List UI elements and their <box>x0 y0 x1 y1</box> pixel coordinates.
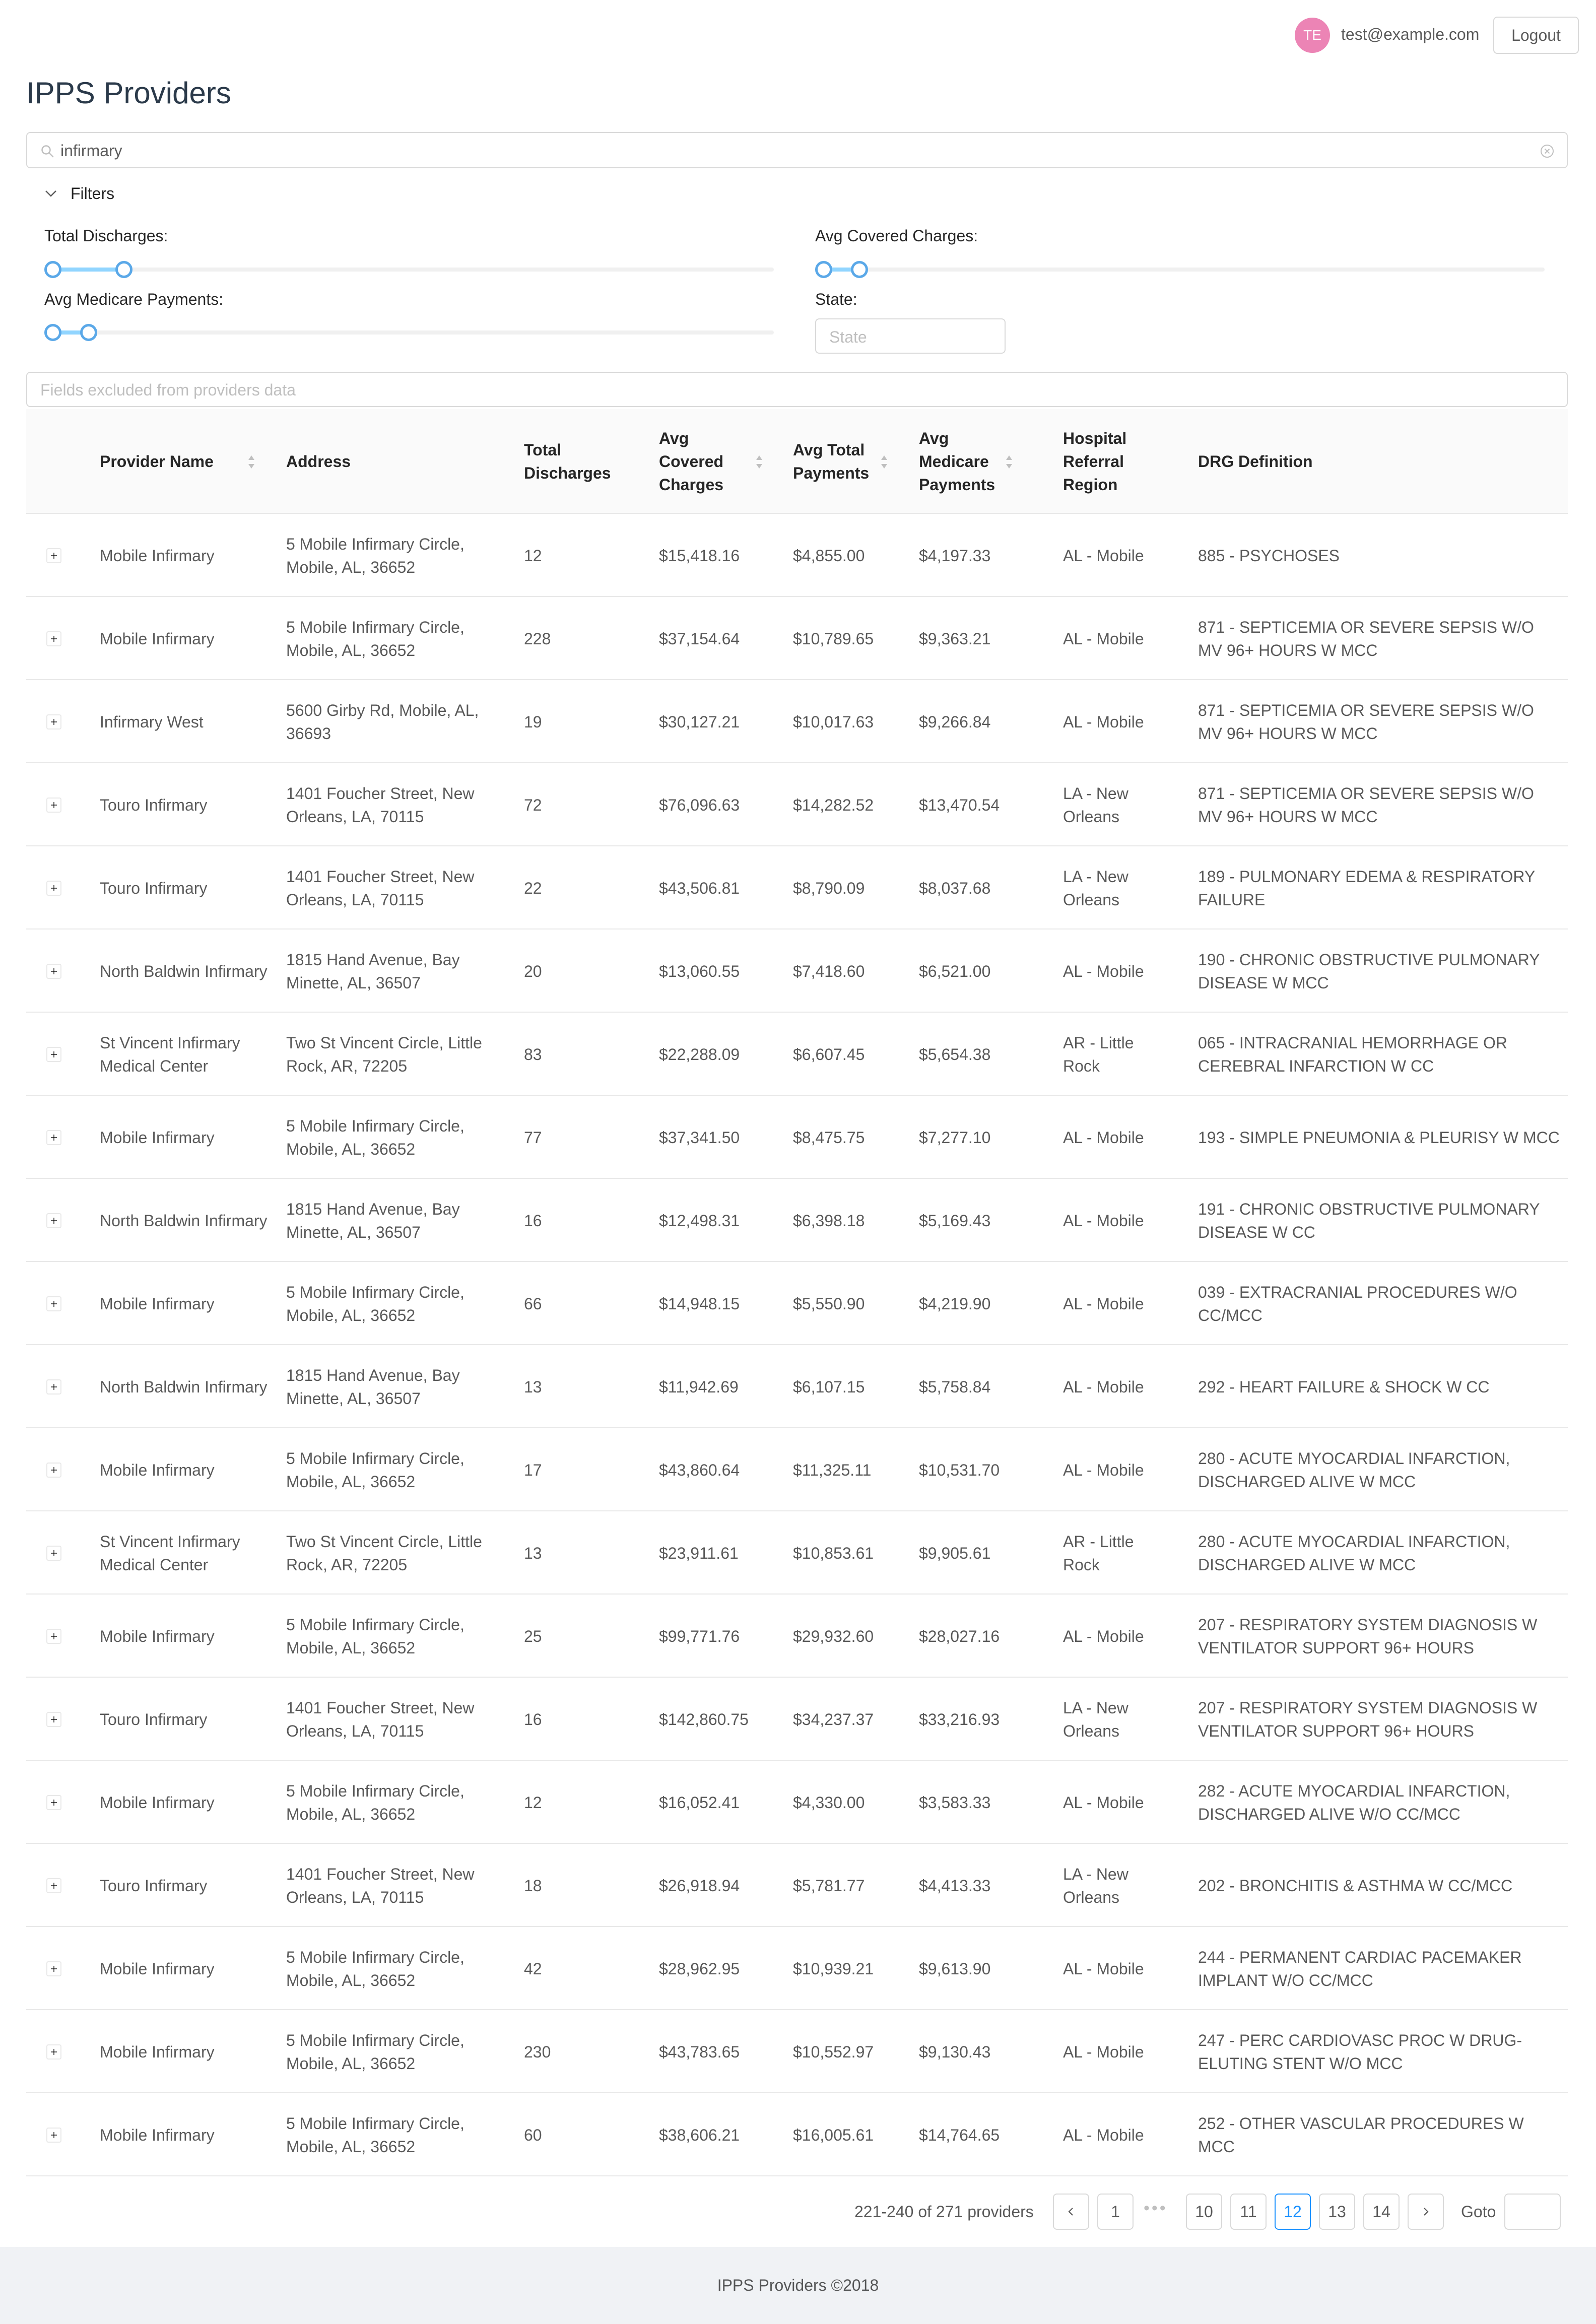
cell-drg-definition: 871 - SEPTICEMIA OR SEVERE SEPSIS W/O MV 96+ HOURS W MCC <box>1198 618 1534 659</box>
table-row <box>26 2093 1568 2176</box>
next-page-button[interactable] <box>1408 2194 1444 2230</box>
slider-track <box>53 268 124 272</box>
cell-address: 1815 Hand Avenue, Bay Minette, AL, 36507 <box>286 1366 460 1408</box>
expand-row-button[interactable] <box>46 2128 61 2143</box>
cell-avg-medicare-payments: $4,197.33 <box>919 546 991 565</box>
cell-drg-definition: 247 - PERC CARDIOVASC PROC W DRUG-ELUTING STENT W/O MCC <box>1198 2031 1522 2073</box>
page-button-1[interactable]: 1 <box>1097 2194 1134 2230</box>
cell-avg-medicare-payments: $6,521.00 <box>919 962 991 980</box>
expand-row-button[interactable] <box>46 1379 61 1395</box>
state-label: State: <box>815 290 857 308</box>
page-button-12[interactable]: 12 <box>1275 2194 1311 2230</box>
cell-drg-definition: 871 - SEPTICEMIA OR SEVERE SEPSIS W/O MV 96+ HOURS W MCC <box>1198 784 1534 826</box>
slider-handle-max[interactable] <box>80 324 97 341</box>
cell-provider-name: Touro Infirmary <box>100 879 208 897</box>
cell-hospital-referral-region: AL - Mobile <box>1063 962 1144 980</box>
cell-avg-total-payments: $5,550.90 <box>793 1294 865 1313</box>
table-body <box>26 514 1568 2176</box>
table-row <box>26 2010 1568 2093</box>
cell-provider-name: Mobile Infirmary <box>100 1627 215 1645</box>
cell-provider-name: Mobile Infirmary <box>100 2126 215 2144</box>
pagination <box>0 2194 1596 2230</box>
table-row <box>26 763 1568 846</box>
cell-total-discharges: 12 <box>524 546 542 565</box>
cell-provider-name: Mobile Infirmary <box>100 1294 215 1313</box>
expand-row-button[interactable] <box>46 1961 61 1976</box>
cell-address: 5 Mobile Infirmary Circle, Mobile, AL, 36652 <box>286 1116 464 1158</box>
cell-address: 5 Mobile Infirmary Circle, Mobile, AL, 36652 <box>286 1283 464 1324</box>
cell-avg-medicare-payments: $8,037.68 <box>919 879 991 897</box>
expand-row-button[interactable] <box>46 964 61 979</box>
expand-row-button[interactable] <box>46 1546 61 1561</box>
cell-hospital-referral-region: AL - Mobile <box>1063 2126 1144 2144</box>
column-title: Avg Covered Charges <box>659 429 724 494</box>
column-title: Avg Total Payments <box>793 441 870 482</box>
pagination-total: 221-240 of 271 providers <box>854 2203 1034 2221</box>
filters-toggle[interactable] <box>43 183 114 204</box>
table-row <box>26 1179 1568 1262</box>
cell-hospital-referral-region: AL - Mobile <box>1063 1377 1144 1396</box>
cell-avg-total-payments: $8,475.75 <box>793 1128 865 1147</box>
cell-avg-covered-charges: $13,060.55 <box>659 962 740 980</box>
cell-address: 1401 Foucher Street, New Orleans, LA, 70115 <box>286 867 475 909</box>
cell-avg-covered-charges: $15,418.16 <box>659 546 740 565</box>
expand-row-button[interactable] <box>46 1213 61 1228</box>
column-title: Avg Medicare Payments <box>919 429 995 494</box>
search-input[interactable] <box>60 138 1521 163</box>
cell-avg-covered-charges: $43,860.64 <box>659 1460 740 1479</box>
cell-avg-medicare-payments: $28,027.16 <box>919 1627 1000 1645</box>
expand-row-button[interactable] <box>46 1130 61 1145</box>
cell-avg-total-payments: $29,932.60 <box>793 1627 874 1645</box>
cell-avg-medicare-payments: $9,130.43 <box>919 2042 991 2061</box>
cell-hospital-referral-region: LA - New Orleans <box>1063 867 1128 909</box>
table-row <box>26 1844 1568 1927</box>
cell-avg-total-payments: $10,017.63 <box>793 712 874 731</box>
cell-hospital-referral-region: AR - Little Rock <box>1063 1532 1134 1574</box>
table-row <box>26 680 1568 763</box>
cell-total-discharges: 17 <box>524 1460 542 1479</box>
avg-covered-charges-slider[interactable] <box>815 260 1545 278</box>
slider-handle-min[interactable] <box>815 261 832 278</box>
table-row <box>26 1013 1568 1096</box>
filters-label: Filters <box>71 184 115 203</box>
slider-handle-max[interactable] <box>115 261 132 278</box>
cell-drg-definition: 202 - BRONCHITIS & ASTHMA W CC/MCC <box>1198 1876 1513 1895</box>
cell-avg-total-payments: $14,282.52 <box>793 795 874 814</box>
avg-medicare-payments-slider[interactable] <box>44 323 774 341</box>
cell-provider-name: Mobile Infirmary <box>100 1460 215 1479</box>
cell-avg-medicare-payments: $3,583.33 <box>919 1793 991 1812</box>
expand-row-button[interactable] <box>46 1463 61 1478</box>
expand-row-button[interactable] <box>46 1047 61 1062</box>
cell-total-discharges: 25 <box>524 1627 542 1645</box>
cell-address: 5 Mobile Infirmary Circle, Mobile, AL, 36652 <box>286 1615 464 1657</box>
cell-drg-definition: 885 - PSYCHOSES <box>1198 546 1340 565</box>
cell-total-discharges: 16 <box>524 1710 542 1729</box>
cell-address: 5 Mobile Infirmary Circle, Mobile, AL, 36652 <box>286 2114 464 2156</box>
cell-avg-medicare-payments: $10,531.70 <box>919 1460 1000 1479</box>
cell-avg-medicare-payments: $5,169.43 <box>919 1211 991 1230</box>
table-row <box>26 846 1568 929</box>
cell-avg-covered-charges: $43,783.65 <box>659 2042 740 2061</box>
page-button-13[interactable]: 13 <box>1319 2194 1355 2230</box>
app-header <box>0 0 1596 71</box>
column-header-drg-definition <box>1198 409 1551 514</box>
column-title: Address <box>286 452 351 471</box>
cell-avg-medicare-payments: $9,363.21 <box>919 629 991 648</box>
prev-page-button[interactable] <box>1053 2194 1089 2230</box>
table-row <box>26 1262 1568 1345</box>
total-discharges-slider[interactable] <box>44 260 774 278</box>
cell-total-discharges: 13 <box>524 1377 542 1396</box>
cell-address: Two St Vincent Circle, Little Rock, AR, 72205 <box>286 1033 482 1075</box>
column-title: Provider Name <box>100 452 214 471</box>
expand-row-button[interactable] <box>46 1712 61 1727</box>
cell-avg-medicare-payments: $14,764.65 <box>919 2126 1000 2144</box>
cell-drg-definition: 207 - RESPIRATORY SYSTEM DIAGNOSIS W VENTILATOR SUPPORT 96+ HOURS <box>1198 1615 1538 1657</box>
cell-address: 1401 Foucher Street, New Orleans, LA, 70115 <box>286 1865 475 1906</box>
cell-avg-covered-charges: $37,154.64 <box>659 629 740 648</box>
cell-hospital-referral-region: AL - Mobile <box>1063 2042 1144 2061</box>
cell-avg-total-payments: $16,005.61 <box>793 2126 874 2144</box>
total-discharges-label: Total Discharges: <box>44 227 168 245</box>
cell-total-discharges: 42 <box>524 1959 542 1978</box>
cell-avg-medicare-payments: $9,266.84 <box>919 712 991 731</box>
avg-medicare-payments-label: Avg Medicare Payments: <box>44 290 224 308</box>
table-row <box>26 929 1568 1013</box>
chevron-down-icon <box>43 186 58 201</box>
cell-hospital-referral-region: AL - Mobile <box>1063 1959 1144 1978</box>
column-title: DRG Definition <box>1198 452 1313 471</box>
cell-provider-name: Mobile Infirmary <box>100 629 215 648</box>
cell-avg-covered-charges: $99,771.76 <box>659 1627 740 1645</box>
cell-avg-covered-charges: $38,606.21 <box>659 2126 740 2144</box>
sort-icon[interactable] <box>880 453 889 471</box>
cell-drg-definition: 282 - ACUTE MYOCARDIAL INFARCTION, DISCHARGED ALIVE W/O CC/MCC <box>1198 1781 1510 1823</box>
cell-address: 5 Mobile Infirmary Circle, Mobile, AL, 36652 <box>286 535 464 576</box>
cell-avg-total-payments: $6,107.15 <box>793 1377 865 1396</box>
sort-icon[interactable] <box>755 453 764 471</box>
cell-provider-name: Infirmary West <box>100 712 204 731</box>
expand-row-button[interactable] <box>46 548 61 563</box>
cell-total-discharges: 16 <box>524 1211 542 1230</box>
cell-drg-definition: 252 - OTHER VASCULAR PROCEDURES W MCC <box>1198 2114 1524 2156</box>
cell-avg-covered-charges: $16,052.41 <box>659 1793 740 1812</box>
column-header-address <box>286 409 488 514</box>
clear-icon[interactable] <box>1540 144 1555 159</box>
cell-avg-covered-charges: $12,498.31 <box>659 1211 740 1230</box>
cell-avg-total-payments: $6,607.45 <box>793 1045 865 1064</box>
providers-table <box>26 409 1568 2176</box>
cell-avg-medicare-payments: $4,413.33 <box>919 1876 991 1895</box>
cell-total-discharges: 13 <box>524 1544 542 1562</box>
cell-total-discharges: 60 <box>524 2126 542 2144</box>
sort-icon[interactable] <box>247 453 256 471</box>
cell-provider-name: Mobile Infirmary <box>100 2042 215 2061</box>
cell-provider-name: North Baldwin Infirmary <box>100 1377 268 1396</box>
cell-provider-name: Touro Infirmary <box>100 1876 208 1895</box>
cell-drg-definition: 039 - EXTRACRANIAL PROCEDURES W/O CC/MCC <box>1198 1283 1517 1324</box>
cell-address: 1401 Foucher Street, New Orleans, LA, 70115 <box>286 1698 475 1740</box>
cell-provider-name: North Baldwin Infirmary <box>100 1211 268 1230</box>
cell-address: 5 Mobile Infirmary Circle, Mobile, AL, 36652 <box>286 1781 464 1823</box>
page-button-10[interactable]: 10 <box>1186 2194 1222 2230</box>
cell-address: 5 Mobile Infirmary Circle, Mobile, AL, 36652 <box>286 1449 464 1491</box>
slider-handle-min[interactable] <box>44 261 61 278</box>
cell-drg-definition: 280 - ACUTE MYOCARDIAL INFARCTION, DISCHARGED ALIVE W MCC <box>1198 1449 1510 1491</box>
table-row <box>26 1927 1568 2010</box>
cell-address: 1815 Hand Avenue, Bay Minette, AL, 36507 <box>286 950 460 992</box>
cell-avg-total-payments: $6,398.18 <box>793 1211 865 1230</box>
expand-row-button[interactable] <box>46 798 61 813</box>
cell-hospital-referral-region: LA - New Orleans <box>1063 1698 1128 1740</box>
expand-row-button[interactable] <box>46 1296 61 1311</box>
cell-address: 1815 Hand Avenue, Bay Minette, AL, 36507 <box>286 1200 460 1241</box>
cell-avg-covered-charges: $28,962.95 <box>659 1959 740 1978</box>
cell-provider-name: Mobile Infirmary <box>100 1959 215 1978</box>
expand-row-button[interactable] <box>46 1629 61 1644</box>
cell-drg-definition: 292 - HEART FAILURE & SHOCK W CC <box>1198 1377 1490 1396</box>
column-title: Hospital Referral Region <box>1063 429 1127 494</box>
cell-hospital-referral-region: AL - Mobile <box>1063 546 1144 565</box>
cell-avg-covered-charges: $142,860.75 <box>659 1710 749 1729</box>
cell-hospital-referral-region: LA - New Orleans <box>1063 784 1128 826</box>
cell-avg-covered-charges: $26,918.94 <box>659 1876 740 1895</box>
goto-input[interactable] <box>1504 2194 1561 2230</box>
cell-total-discharges: 66 <box>524 1294 542 1313</box>
cell-avg-total-payments: $10,939.21 <box>793 1959 874 1978</box>
expand-row-button[interactable] <box>46 2044 61 2060</box>
cell-drg-definition: 871 - SEPTICEMIA OR SEVERE SEPSIS W/O MV 96+ HOURS W MCC <box>1198 701 1534 743</box>
cell-drg-definition: 189 - PULMONARY EDEMA & RESPIRATORY FAILURE <box>1198 867 1535 909</box>
cell-hospital-referral-region: AL - Mobile <box>1063 1627 1144 1645</box>
cell-address: 1401 Foucher Street, New Orleans, LA, 70115 <box>286 784 475 826</box>
cell-total-discharges: 12 <box>524 1793 542 1812</box>
expand-row-button[interactable] <box>46 714 61 729</box>
logout-button[interactable]: Logout <box>1493 17 1579 54</box>
cell-provider-name: St Vincent Infirmary Medical Center <box>100 1033 240 1075</box>
column-header-provider-name[interactable] <box>100 409 251 514</box>
sort-icon[interactable] <box>1005 453 1014 471</box>
cell-avg-covered-charges: $22,288.09 <box>659 1045 740 1064</box>
cell-total-discharges: 72 <box>524 795 542 814</box>
cell-hospital-referral-region: AR - Little Rock <box>1063 1033 1134 1075</box>
table-row <box>26 1345 1568 1428</box>
cell-avg-covered-charges: $14,948.15 <box>659 1294 740 1313</box>
chevron-left-icon <box>1065 2206 1077 2218</box>
cell-total-discharges: 77 <box>524 1128 542 1147</box>
cell-hospital-referral-region: AL - Mobile <box>1063 1460 1144 1479</box>
slider-rail <box>44 330 774 335</box>
cell-total-discharges: 83 <box>524 1045 542 1064</box>
cell-provider-name: Touro Infirmary <box>100 1710 208 1729</box>
column-header-avg-total-payments[interactable] <box>793 409 869 514</box>
cell-address: 5 Mobile Infirmary Circle, Mobile, AL, 36652 <box>286 1948 464 1989</box>
cell-address: Two St Vincent Circle, Little Rock, AR, 72205 <box>286 1532 482 1574</box>
expand-row-button[interactable] <box>46 631 61 646</box>
cell-address: 5 Mobile Infirmary Circle, Mobile, AL, 36652 <box>286 2031 464 2073</box>
cell-provider-name: Mobile Infirmary <box>100 1793 215 1812</box>
cell-avg-total-payments: $10,552.97 <box>793 2042 874 2061</box>
cell-total-discharges: 230 <box>524 2042 551 2061</box>
expand-row-button[interactable] <box>46 1878 61 1893</box>
cell-total-discharges: 20 <box>524 962 542 980</box>
cell-avg-medicare-payments: $13,470.54 <box>919 795 1000 814</box>
table-row <box>26 1096 1568 1179</box>
cell-provider-name: Mobile Infirmary <box>100 546 215 565</box>
goto-label: Goto <box>1461 2203 1496 2221</box>
cell-hospital-referral-region: AL - Mobile <box>1063 1128 1144 1147</box>
page-title: IPPS Providers <box>26 76 231 110</box>
cell-avg-total-payments: $10,853.61 <box>793 1544 874 1562</box>
cell-avg-medicare-payments: $4,219.90 <box>919 1294 991 1313</box>
cell-avg-total-payments: $5,781.77 <box>793 1876 865 1895</box>
state-select[interactable]: State <box>815 318 1006 354</box>
table-row <box>26 1678 1568 1761</box>
table-row <box>26 1428 1568 1511</box>
table-row <box>26 514 1568 597</box>
cell-avg-medicare-payments: $7,277.10 <box>919 1128 991 1147</box>
page-button-14[interactable]: 14 <box>1363 2194 1400 2230</box>
expand-row-button[interactable] <box>46 881 61 896</box>
cell-drg-definition: 065 - INTRACRANIAL HEMORRHAGE OR CEREBRAL INFARCTION W CC <box>1198 1033 1508 1075</box>
chevron-right-icon <box>1420 2206 1432 2218</box>
column-header-hospital-referral-region <box>1063 409 1149 514</box>
cell-avg-total-payments: $7,418.60 <box>793 962 865 980</box>
table-header <box>26 409 1568 514</box>
cell-avg-total-payments: $8,790.09 <box>793 879 865 897</box>
column-title: Total Discharges <box>524 441 611 482</box>
cell-avg-total-payments: $34,237.37 <box>793 1710 874 1729</box>
cell-avg-covered-charges: $37,341.50 <box>659 1128 740 1147</box>
footer: IPPS Providers ©2018 <box>0 2247 1596 2324</box>
user-email: test@example.com <box>1341 25 1480 43</box>
cell-avg-covered-charges: $11,942.69 <box>659 1377 739 1396</box>
cell-avg-medicare-payments: $9,905.61 <box>919 1544 991 1562</box>
cell-hospital-referral-region: AL - Mobile <box>1063 629 1144 648</box>
cell-hospital-referral-region: AL - Mobile <box>1063 1793 1144 1812</box>
cell-avg-covered-charges: $30,127.21 <box>659 712 740 731</box>
cell-address: 5600 Girby Rd, Mobile, AL, 36693 <box>286 701 479 743</box>
slider-rail <box>815 268 1545 272</box>
table-row <box>26 1595 1568 1678</box>
cell-drg-definition: 190 - CHRONIC OBSTRUCTIVE PULMONARY DISEASE W MCC <box>1198 950 1540 992</box>
excluded-fields-select[interactable]: Fields excluded from providers data <box>26 372 1568 407</box>
avg-covered-charges-label: Avg Covered Charges: <box>815 227 978 245</box>
cell-avg-covered-charges: $43,506.81 <box>659 879 740 897</box>
page-button-11[interactable]: 11 <box>1230 2194 1267 2230</box>
search-icon <box>40 144 54 158</box>
cell-avg-total-payments: $10,789.65 <box>793 629 874 648</box>
cell-drg-definition: 280 - ACUTE MYOCARDIAL INFARCTION, DISCHARGED ALIVE W MCC <box>1198 1532 1510 1574</box>
cell-total-discharges: 22 <box>524 879 542 897</box>
cell-avg-total-payments: $11,325.11 <box>793 1460 872 1479</box>
cell-avg-medicare-payments: $5,654.38 <box>919 1045 991 1064</box>
cell-drg-definition: 191 - CHRONIC OBSTRUCTIVE PULMONARY DISEASE W CC <box>1198 1200 1540 1241</box>
cell-avg-medicare-payments: $33,216.93 <box>919 1710 1000 1729</box>
cell-hospital-referral-region: AL - Mobile <box>1063 1211 1144 1230</box>
pagination-ellipsis[interactable]: ••• <box>1144 2199 1168 2218</box>
cell-provider-name: St Vincent Infirmary Medical Center <box>100 1532 240 1574</box>
search-box[interactable] <box>26 132 1568 168</box>
cell-drg-definition: 193 - SIMPLE PNEUMONIA & PLEURISY W MCC <box>1198 1128 1560 1147</box>
slider-handle-max[interactable] <box>851 261 868 278</box>
column-header-avg-medicare-payments[interactable] <box>919 409 994 514</box>
column-header-avg-covered-charges[interactable] <box>659 409 735 514</box>
cell-address: 5 Mobile Infirmary Circle, Mobile, AL, 36652 <box>286 618 464 659</box>
column-header-total-discharges <box>524 409 615 514</box>
cell-provider-name: Mobile Infirmary <box>100 1128 215 1147</box>
cell-avg-total-payments: $4,855.00 <box>793 546 865 565</box>
cell-avg-covered-charges: $23,911.61 <box>659 1544 739 1562</box>
table-row <box>26 1761 1568 1844</box>
table-row <box>26 597 1568 680</box>
cell-drg-definition: 207 - RESPIRATORY SYSTEM DIAGNOSIS W VENTILATOR SUPPORT 96+ HOURS <box>1198 1698 1538 1740</box>
cell-provider-name: Touro Infirmary <box>100 795 208 814</box>
cell-hospital-referral-region: LA - New Orleans <box>1063 1865 1128 1906</box>
table-row <box>26 1511 1568 1595</box>
cell-avg-total-payments: $4,330.00 <box>793 1793 865 1812</box>
slider-handle-min[interactable] <box>44 324 61 341</box>
cell-total-discharges: 18 <box>524 1876 542 1895</box>
cell-hospital-referral-region: AL - Mobile <box>1063 1294 1144 1313</box>
cell-total-discharges: 228 <box>524 629 551 648</box>
slider-rail <box>44 268 774 272</box>
cell-total-discharges: 19 <box>524 712 542 731</box>
cell-avg-medicare-payments: $5,758.84 <box>919 1377 991 1396</box>
cell-avg-medicare-payments: $9,613.90 <box>919 1959 991 1978</box>
cell-hospital-referral-region: AL - Mobile <box>1063 712 1144 731</box>
cell-provider-name: North Baldwin Infirmary <box>100 962 268 980</box>
cell-drg-definition: 244 - PERMANENT CARDIAC PACEMAKER IMPLANT W/O CC/MCC <box>1198 1948 1522 1989</box>
expand-row-button[interactable] <box>46 1795 61 1810</box>
cell-avg-covered-charges: $76,096.63 <box>659 795 740 814</box>
user-avatar[interactable]: TE <box>1295 18 1330 53</box>
